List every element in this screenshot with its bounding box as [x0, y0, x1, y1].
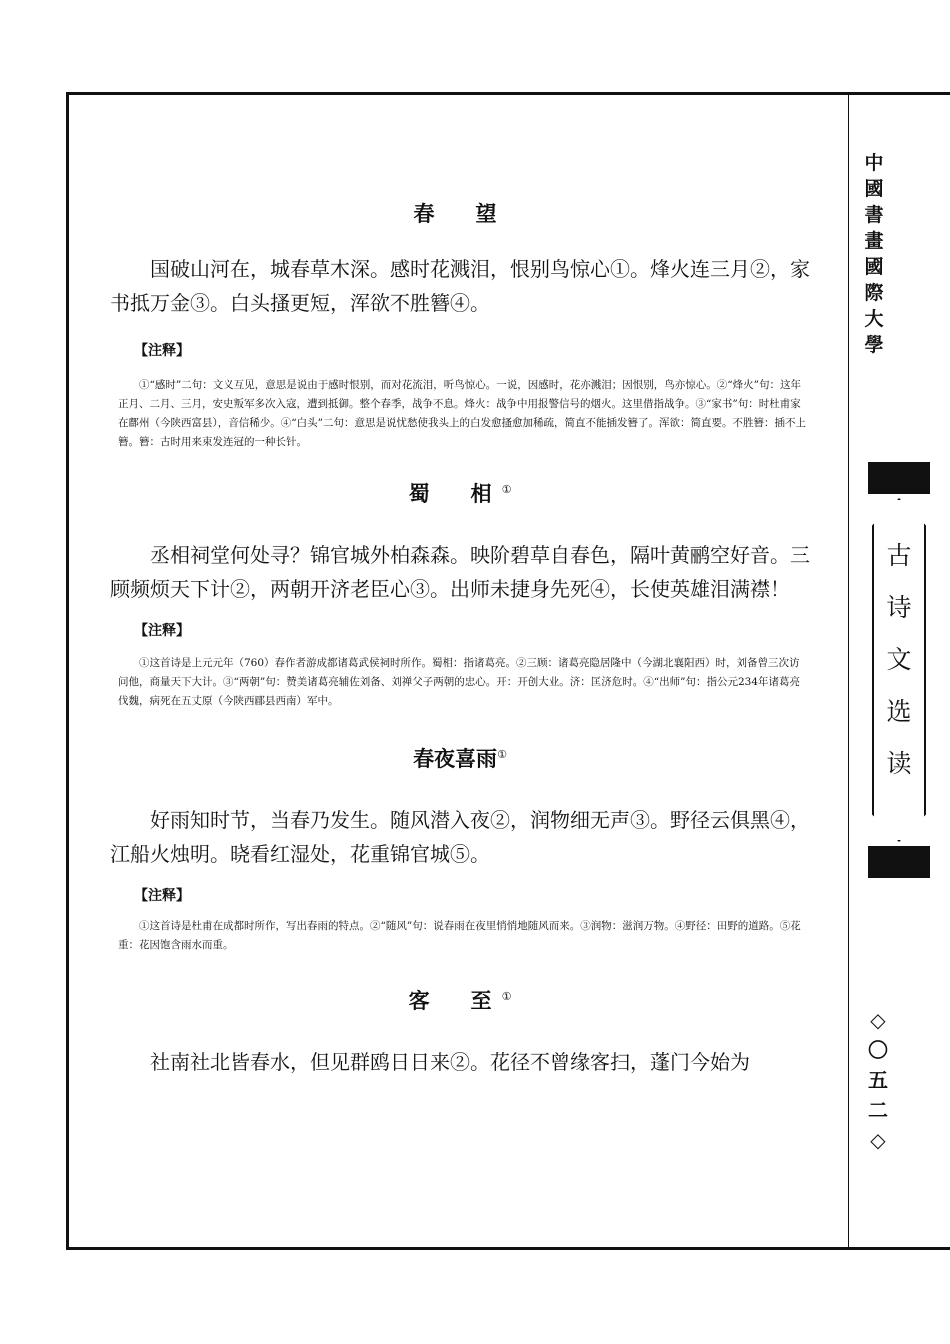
frame-bottom-cap: [868, 846, 930, 878]
notes-label: 【注释】: [134, 343, 190, 359]
page-char: ◇: [870, 1128, 886, 1152]
page-char: 二: [868, 1098, 888, 1122]
poem-title: [110, 478, 810, 508]
poem-notes: ①这首诗是上元元年（760）春作者游成都诸葛武侯祠时所作。蜀相：指诸葛亮。②三顾：诸葛亮隐居隆中（今湖北襄阳西）时，刘备曾三次访问他，商量天下大计。③“两朝”句：赞美诸葛亮辅佐刘备、刘禅父子两朝的忠心。开：开创大业。济：匡济危时。④“出师”句：指公元234年诸葛亮伐魏，病死在五丈原（今陕西郿县西南）军中。: [118, 657, 801, 707]
page-char: 五: [868, 1068, 888, 1092]
section-char: 文: [886, 645, 912, 674]
notes-label: 【注释】: [134, 623, 190, 639]
school-char: 學: [864, 334, 884, 356]
poem-body: 好雨知时节，当春乃发生。随风潜入夜②，润物细无声③。野径云俱黑④，江船火烛明。晓看红湿处，花重锦官城⑤。: [110, 808, 810, 866]
section-char: 选: [886, 697, 912, 726]
poem-title-note: ①: [501, 990, 512, 1003]
school-char: 際: [864, 282, 884, 304]
school-name-vertical: [852, 150, 896, 358]
main-content: [110, 180, 810, 1079]
sidebar-divider: [848, 92, 849, 1250]
section-title-vertical: [862, 530, 936, 790]
poem-title-text: 春夜喜雨: [413, 747, 498, 771]
school-char: 大: [864, 308, 884, 330]
school-char: 畫: [864, 230, 884, 252]
poem-title-text: 客 至: [408, 989, 502, 1013]
page-char: ◇: [870, 1008, 886, 1032]
section-char: 诗: [886, 593, 912, 622]
frame-top-cap: [868, 462, 930, 494]
poem-title-note: ①: [501, 483, 512, 496]
section-char: 读: [886, 749, 912, 778]
poem-body: 国破山河在，城春草木深。感时花溅泪，恨别鸟惊心①。烽火连三月②，家书抵万金③。白头搔更短，浑欲不胜簪④。: [110, 257, 810, 315]
page-char: 〇: [868, 1038, 888, 1062]
school-char: 中: [864, 152, 884, 174]
page-number-vertical: [860, 1005, 896, 1155]
school-char: 國: [864, 178, 884, 200]
poem-title-text: 春 望: [413, 202, 507, 226]
poem-title: [110, 985, 810, 1015]
section-char: 古: [886, 541, 912, 570]
poem-title: [110, 743, 810, 773]
poem-notes: ①“感时”二句：文义互见，意思是说由于感时恨别，而对花流泪，听鸟惊心。一说，因感时，花亦溅泪；因恨别，鸟亦惊心。②“烽火”句：这年正月、二月、三月，安史叛军多次入寇，遭到抵御。整个春季，战争不息。烽火：战争中用报警信号的烟火。这里借指战争。③“家书”句：时杜甫家在鄜州（今陕西富县），音信稀少。④“白头”二句：意思是说忧愁使我头上的白发愈搔愈加稀疏，简直不能插发簪了。浑欲：简直要。不胜簪：插不上簪。簪：古时用来束发连冠的一种长针。: [118, 379, 806, 448]
poem-body: 丞相祠堂何处寻？锦官城外柏森森。映阶碧草自春色，隔叶黄鹂空好音。三顾频烦天下计②，两朝开济老臣心③。出师未捷身先死④，长使英雄泪满襟！: [110, 543, 810, 601]
school-char: 國: [864, 256, 884, 278]
poem-title: [110, 198, 810, 228]
poem-body: 社南社北皆春水，但见群鸥日日来②。花径不曾缘客扫，蓬门今始为: [150, 1050, 750, 1074]
school-char: 書: [864, 204, 884, 226]
poem-title-text: 蜀 相: [408, 482, 502, 506]
poem-title-note: ①: [497, 748, 507, 761]
notes-label: 【注释】: [134, 888, 190, 904]
poem-notes: ①这首诗是杜甫在成都时所作，写出春雨的特点。②“随风”句：说春雨在夜里悄悄地随风而来。③润物：滋润万物。④野径：田野的道路。⑤花重：花因饱含雨水而重。: [118, 920, 801, 951]
